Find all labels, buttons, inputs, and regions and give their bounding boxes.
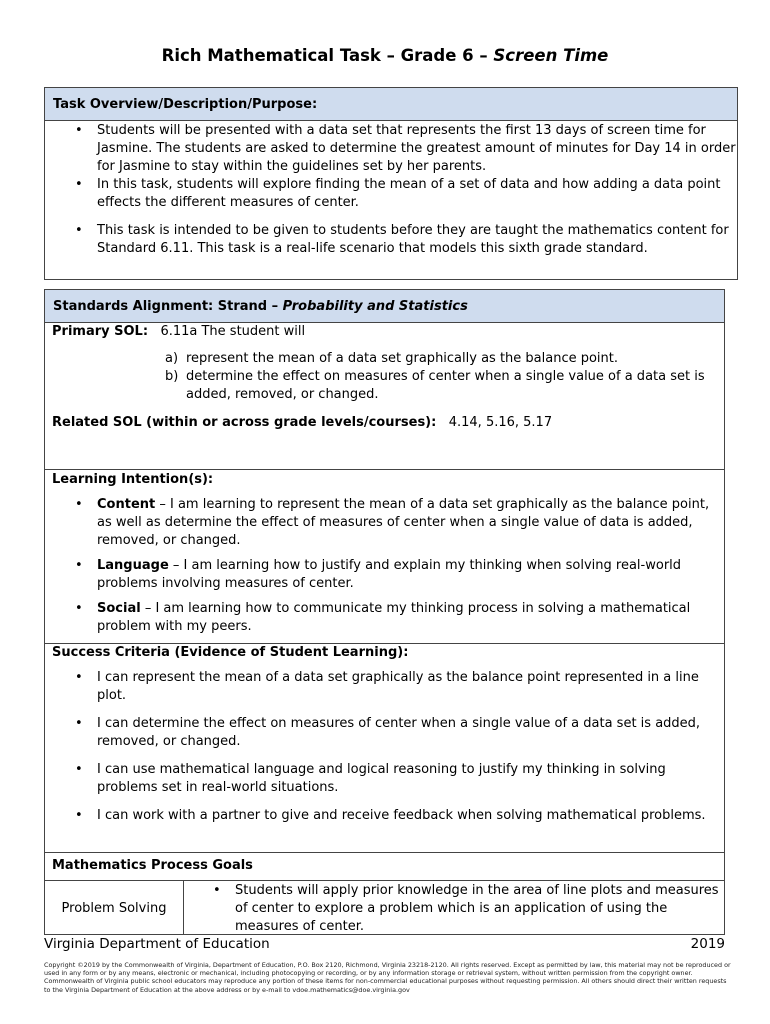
list-item: • This task is intended to be given to students before they are taught the mathematics content for Standard 6.11. This task is a real-life scenario that models this sixth grade standard. [45, 222, 737, 258]
learning-item-text: – I am learning how to communicate my thinking process in solving a mathematical problem with my peers. [97, 601, 691, 634]
task-overview-list [45, 121, 737, 258]
list-item [45, 557, 724, 593]
title-main: Rich Mathematical Task – Grade 6 – [161, 46, 494, 65]
list-item: • I can determine the effect on measures of center when a single value of a data set is added, removed, or changed. [45, 715, 724, 751]
list-item: • Students will be presented with a data set that represents the first 13 days of screen time for Jasmine. The students are asked to determine the greatest amount of minutes for Day 14 in order for Jasmine to stay within the guidelines set by her parents. [45, 122, 737, 176]
learning-item-text: – I am learning to represent the mean of a data set graphically as the balance point, as well as determine the effect of measures of center when a single value of data is added, removed, or changed. [97, 497, 710, 548]
list-item: • I can work with a partner to give and receive feedback when solving mathematical problems. [45, 807, 724, 825]
standards-header-prefix: Standards Alignment: Strand – [53, 298, 279, 314]
process-goal-row [45, 881, 724, 935]
learning-item-label: Social [97, 601, 141, 616]
title-topic: Screen Time [493, 46, 609, 65]
sol-item-text: represent the mean of a data set graphically as the balance point. [186, 351, 619, 366]
related-sol-text: 4.14, 5.16, 5.17 [448, 415, 553, 430]
copyright-notice: Copyright ©2019 by the Commonwealth of Virginia, Department of Education, P.O. Box 2120, Richmond, Virginia 23218-2120. All rights reserved. Except as permitted by law, this material may not be reproduced or used in any form or by any means, electronic or mechanical, including photocopying or recording, or by any information storage or retrieval system, without written permission from the copyright owner. Commonwealth of Virginia public school educators may reproduce any portion of these items for non-commercial educational purposes without requesting permission. All others should direct their written requests to the Virginia Department of Education at the above address or by e-mail to vdoe.mathematics@doe.virginia.gov [44, 961, 731, 994]
sol-item [45, 350, 724, 368]
process-goals-section [45, 853, 724, 879]
standards-header-strand: Probability and Statistics [282, 298, 468, 314]
footer-org: Virginia Department of Education [44, 936, 270, 952]
primary-sol-text: 6.11a The student will [160, 324, 306, 339]
list-item: • Students will apply prior knowledge in the area of line plots and measures of center to explore a problem which is an application of using the measures of center. [183, 882, 724, 935]
sol-item-marker: b) [165, 369, 179, 384]
list-item [45, 496, 724, 550]
list-item: • I can use mathematical language and logical reasoning to justify my thinking in solving problems set in real-world situations. [45, 761, 724, 797]
standards-header [45, 290, 724, 323]
list-item [45, 600, 724, 636]
task-overview-header: Task Overview/Description/Purpose: [45, 88, 737, 121]
primary-sol-section [45, 323, 724, 432]
sol-item-text: determine the effect on measures of center when a single value of a data set is added, removed, or changed. [186, 369, 705, 402]
standards-box [44, 289, 725, 935]
list-item: • I can represent the mean of a data set graphically as the balance point represented in a line plot. [45, 669, 724, 705]
footer-year: 2019 [690, 936, 725, 952]
list-item: • In this task, students will explore finding the mean of a set of data and how adding a data point effects the different measures of center. [45, 176, 737, 212]
learning-intentions-section [45, 471, 724, 636]
success-criteria-header: Success Criteria (Evidence of Student Learning): [52, 645, 409, 660]
learning-item-label: Content [97, 497, 156, 512]
learning-item-text: – I am learning how to justify and explain my thinking when solving real-world problems involving measures of center. [97, 558, 682, 591]
success-criteria-section [45, 644, 724, 825]
document-title [0, 46, 770, 65]
learning-item-label: Language [97, 558, 169, 573]
task-overview-box [44, 87, 738, 280]
process-goal-label: Problem Solving [45, 881, 184, 935]
primary-sol-label: Primary SOL: [52, 324, 149, 339]
sol-item [45, 368, 724, 404]
process-goals-header: Mathematics Process Goals [52, 858, 253, 873]
related-sol-label: Related SOL (within or across grade levels/courses): [52, 415, 437, 430]
divider [45, 469, 724, 470]
sol-item-marker: a) [165, 351, 179, 366]
learning-intentions-header: Learning Intention(s): [52, 472, 214, 487]
